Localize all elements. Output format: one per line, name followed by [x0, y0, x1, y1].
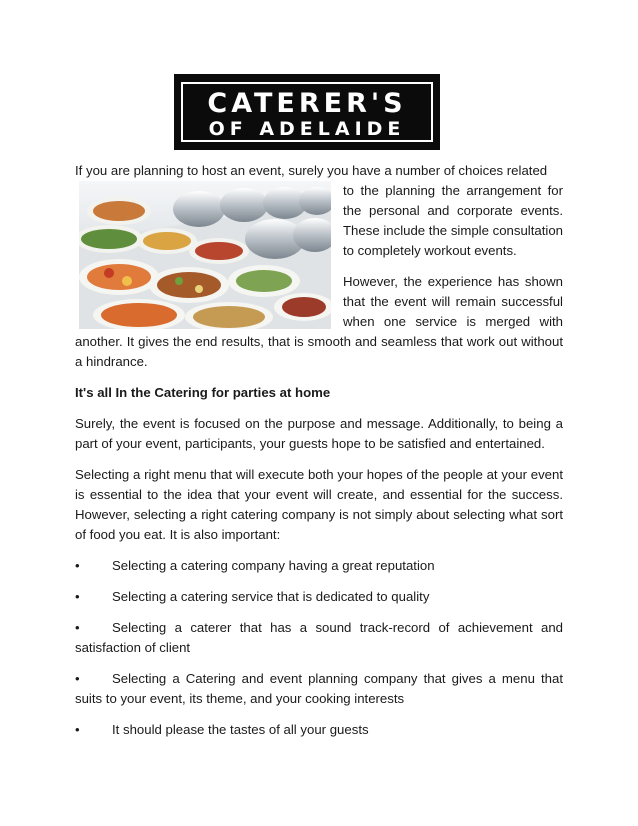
buffet-food-icon: [79, 181, 331, 329]
bullet-icon: •: [75, 620, 80, 635]
logo-frame: [181, 82, 433, 142]
bullet-item: [75, 669, 563, 709]
caterers-of-adelaide-logo: [174, 74, 440, 150]
bullet-icon: •: [75, 589, 80, 604]
bullet-item: [75, 720, 563, 740]
body-paragraph: Surely, the event is focused on the purpose and message. Additionally, to being a part of your event, participants, your guests hope to be satisfied and entertained.: [75, 416, 563, 451]
section-heading: It's all In the Catering for parties at home: [75, 385, 331, 400]
bullet-text: It should please the tastes of all your guests: [112, 722, 369, 737]
logo-line-1: CATERER'S: [207, 88, 407, 119]
logo-line-2: OF ADELAIDE: [208, 118, 406, 140]
bullet-text: Selecting a Catering and event planning company that gives a menu that suits to your event, its theme, and your cooking interests: [75, 671, 563, 706]
bullet-item: [75, 618, 563, 658]
bullet-item: [75, 587, 563, 607]
document-body: [75, 161, 563, 751]
body-paragraph: Selecting a right menu that will execute both your hopes of the people at your event is essential to the idea that your event will create, and essential for the success. However, selecting a right catering company is not simply about selecting what sort of food you eat. It is also important:: [75, 467, 563, 542]
bullet-text: Selecting a catering service that is dedicated to quality: [112, 589, 430, 604]
intro-paragraph-2: However, the experience has shown that the event will remain successful when one service is merged with another. It gives the end results, that is smooth and seamless that work out without a hindrance.: [75, 274, 563, 369]
intro-first-line: If you are planning to host an event, surely you have a number of choices related: [75, 163, 548, 178]
buffet-food-photo: [79, 181, 331, 329]
bullet-icon: •: [75, 671, 80, 686]
bullet-text: Selecting a catering company having a great reputation: [112, 558, 435, 573]
bullet-icon: •: [75, 722, 80, 737]
bullet-item: [75, 556, 563, 576]
intro-paragraph: to the planning the arrangement for the personal and corporate events. These include the simple consultation to completely workout events.: [343, 183, 563, 258]
bullet-icon: •: [75, 558, 80, 573]
bullet-text: Selecting a caterer that has a sound track-record of achievement and satisfaction of client: [75, 620, 563, 655]
